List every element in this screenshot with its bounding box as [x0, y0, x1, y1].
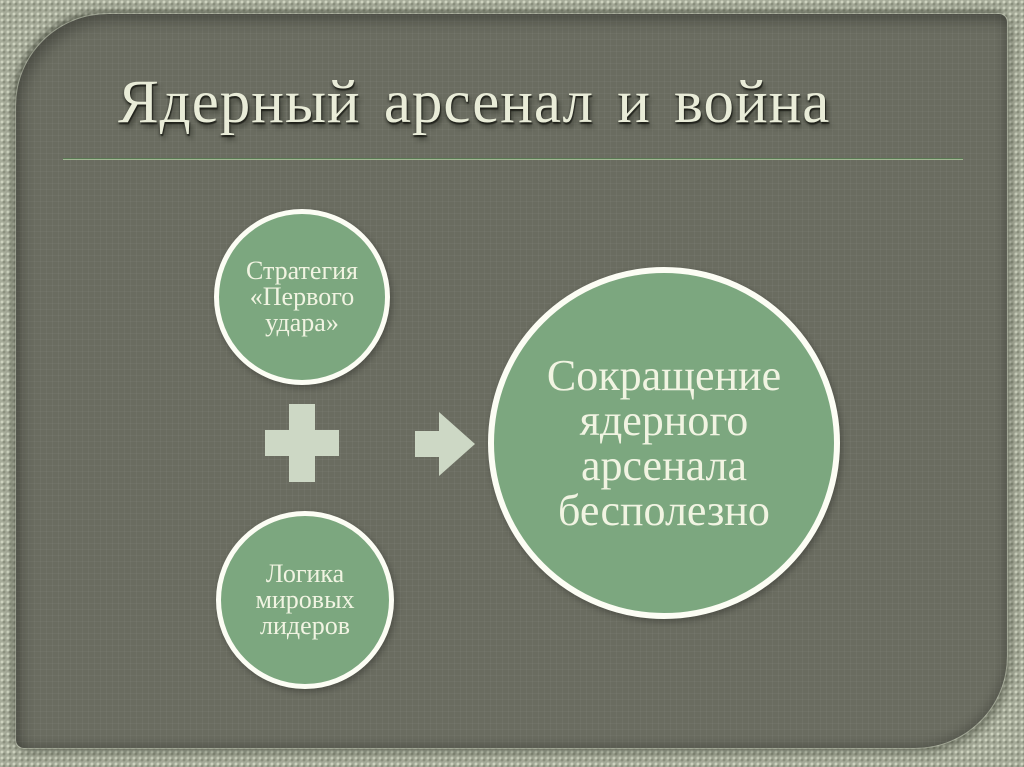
right-arrow-icon-head — [439, 412, 475, 476]
circle-text-line: лидеров — [260, 611, 350, 640]
circle-text-line: «Первого — [249, 282, 355, 311]
circle-text — [255, 561, 354, 639]
diagram-circle-first-strike-strategy — [214, 209, 390, 385]
circle-text — [547, 353, 781, 533]
circle-text-line: бесполезно — [558, 486, 770, 535]
plus-icon-horizontal-bar — [265, 430, 339, 456]
right-arrow-icon-shaft — [415, 431, 441, 457]
circle-text-line: Стратегия — [246, 256, 358, 285]
circle-text — [246, 258, 358, 336]
diagram-circle-result-reduction-useless — [488, 267, 840, 619]
right-arrow-icon — [415, 412, 475, 476]
circle-text-line: Сокращение — [546, 351, 782, 400]
plus-icon — [265, 404, 339, 482]
diagram-circle-world-leaders-logic — [216, 511, 394, 689]
circle-text-line: Логика — [265, 559, 345, 588]
circle-text-line: удара» — [265, 308, 339, 337]
title-separator-line — [63, 158, 963, 160]
circle-text-line: мировых — [255, 585, 355, 614]
circle-text-line: ядерного — [579, 396, 749, 445]
slide-title: Ядерный арсенал и война — [118, 69, 831, 136]
circle-text-line: арсенала — [580, 441, 748, 490]
